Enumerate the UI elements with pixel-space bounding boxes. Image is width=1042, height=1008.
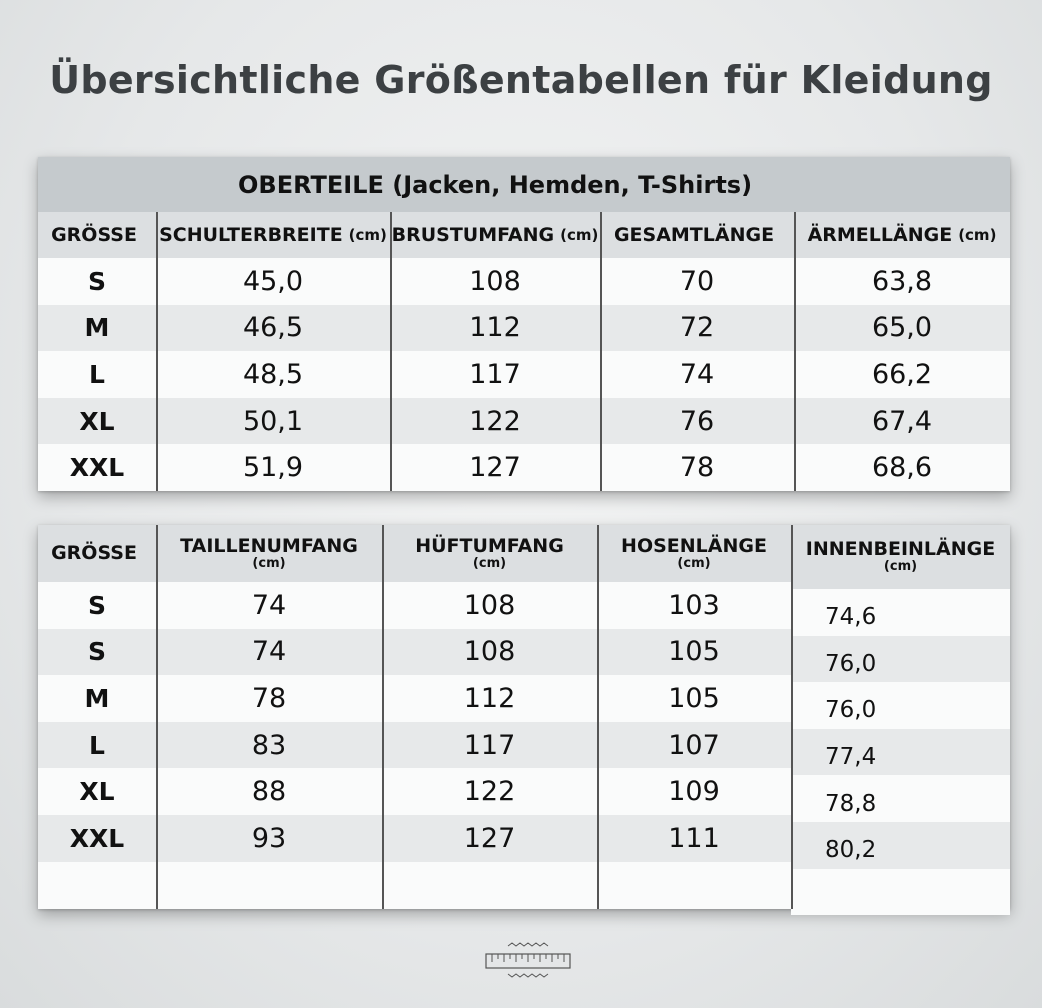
size-label: L — [38, 351, 156, 398]
table-cell: 122 — [390, 398, 600, 445]
ruler-icon — [484, 940, 572, 980]
table-cell: 74 — [156, 629, 382, 676]
empty-cell — [156, 862, 382, 909]
table-cell: 67,4 — [794, 398, 1010, 445]
empty-cell — [382, 862, 597, 909]
column-divider — [597, 525, 599, 909]
table-cell: 63,8 — [794, 258, 1010, 305]
table-cell: 117 — [382, 722, 597, 769]
table-cell: 112 — [382, 675, 597, 722]
table-cell: 127 — [390, 444, 600, 491]
page-title: Übersichtliche Größentabellen für Kleidung — [49, 58, 993, 102]
column-header — [791, 525, 1010, 589]
table-cell: 48,5 — [156, 351, 390, 398]
tops-size-table — [38, 157, 1010, 491]
column-header — [597, 525, 791, 582]
table-cell: 70 — [600, 258, 794, 305]
column-header-label: GESAMTLÄNGE — [613, 223, 775, 246]
inseam-cell: 78,8 — [791, 775, 1010, 822]
column-header — [600, 212, 794, 258]
column-header-label: GRÖSSE — [51, 542, 137, 565]
column-divider — [794, 212, 796, 491]
column-header-label: HÜFTUMFANG — [415, 534, 564, 557]
table-cell: 51,9 — [156, 444, 390, 491]
table-cell: 108 — [382, 629, 597, 676]
column-divider — [791, 525, 793, 909]
table-cell: 105 — [597, 675, 791, 722]
table-cell: 103 — [597, 582, 791, 629]
column-divider — [156, 212, 158, 491]
size-label: S — [38, 629, 156, 676]
inseam-cell: 76,0 — [791, 682, 1010, 729]
column-header-unit: (cm) — [560, 225, 599, 244]
table-cell: 78 — [600, 444, 794, 491]
column-header-label: TAILLENUMFANG — [180, 534, 358, 557]
empty-cell — [597, 862, 791, 909]
table-cell: 88 — [156, 768, 382, 815]
table-cell: 45,0 — [156, 258, 390, 305]
column-header — [382, 525, 597, 582]
table-cell: 117 — [390, 351, 600, 398]
column-header-unit: (cm) — [472, 555, 507, 571]
size-label: S — [38, 582, 156, 629]
size-label: XXL — [38, 444, 156, 491]
table-cell: 109 — [597, 768, 791, 815]
column-header-unit: (cm) — [677, 555, 711, 571]
column-header — [156, 212, 390, 258]
table-cell: 68,6 — [794, 444, 1010, 491]
column-header-label: ÄRMELLÄNGE — [807, 223, 953, 246]
column-divider — [382, 525, 384, 909]
column-header — [38, 212, 156, 258]
table-cell: 76 — [600, 398, 794, 445]
column-header — [390, 212, 600, 258]
column-header-label: BRUSTUMFANG — [391, 223, 555, 246]
table-cell: 127 — [382, 815, 597, 862]
table-cell: 112 — [390, 305, 600, 352]
table-cell: 74 — [600, 351, 794, 398]
column-header-unit: (cm) — [348, 225, 387, 244]
inseam-cell: 77,4 — [791, 729, 1010, 776]
column-header-label: SCHULTERBREITE — [159, 223, 343, 246]
table-cell: 122 — [382, 768, 597, 815]
column-header-unit: (cm) — [883, 559, 918, 575]
size-label: M — [38, 675, 156, 722]
column-header-unit: (cm) — [252, 555, 286, 571]
table-cell: 108 — [390, 258, 600, 305]
column-header — [156, 525, 382, 582]
size-label: XXL — [38, 815, 156, 862]
column-divider — [156, 525, 158, 909]
table-cell: 83 — [156, 722, 382, 769]
table-cell: 50,1 — [156, 398, 390, 445]
size-label: XL — [38, 398, 156, 445]
size-label: XL — [38, 768, 156, 815]
bottoms-size-table — [38, 525, 1010, 909]
column-header-label: GRÖSSE — [51, 223, 137, 246]
size-label: M — [38, 305, 156, 352]
table-cell: 65,0 — [794, 305, 1010, 352]
table-cell: 78 — [156, 675, 382, 722]
inseam-cell: 76,0 — [791, 636, 1010, 683]
table-cell: 93 — [156, 815, 382, 862]
column-header-unit: (cm) — [958, 225, 997, 244]
table-cell: 46,5 — [156, 305, 390, 352]
column-divider — [390, 212, 392, 491]
column-header-label: HOSENLÄNGE — [621, 534, 767, 557]
empty-cell — [38, 862, 156, 909]
column-header-label: INNENBEINLÄNGE — [805, 538, 996, 561]
tops-table-heading: OBERTEILE (Jacken, Hemden, T-Shirts) — [38, 157, 1010, 212]
column-header — [38, 525, 156, 582]
inseam-cell: 80,2 — [791, 822, 1010, 869]
table-cell: 72 — [600, 305, 794, 352]
size-label: S — [38, 258, 156, 305]
table-cell: 111 — [597, 815, 791, 862]
table-cell: 66,2 — [794, 351, 1010, 398]
table-cell: 105 — [597, 629, 791, 676]
table-cell: 74 — [156, 582, 382, 629]
table-cell: 108 — [382, 582, 597, 629]
empty-cell — [791, 869, 1010, 916]
table-cell: 107 — [597, 722, 791, 769]
column-header — [794, 212, 1010, 258]
column-divider — [600, 212, 602, 491]
inseam-cell: 74,6 — [791, 589, 1010, 636]
size-label: L — [38, 722, 156, 769]
